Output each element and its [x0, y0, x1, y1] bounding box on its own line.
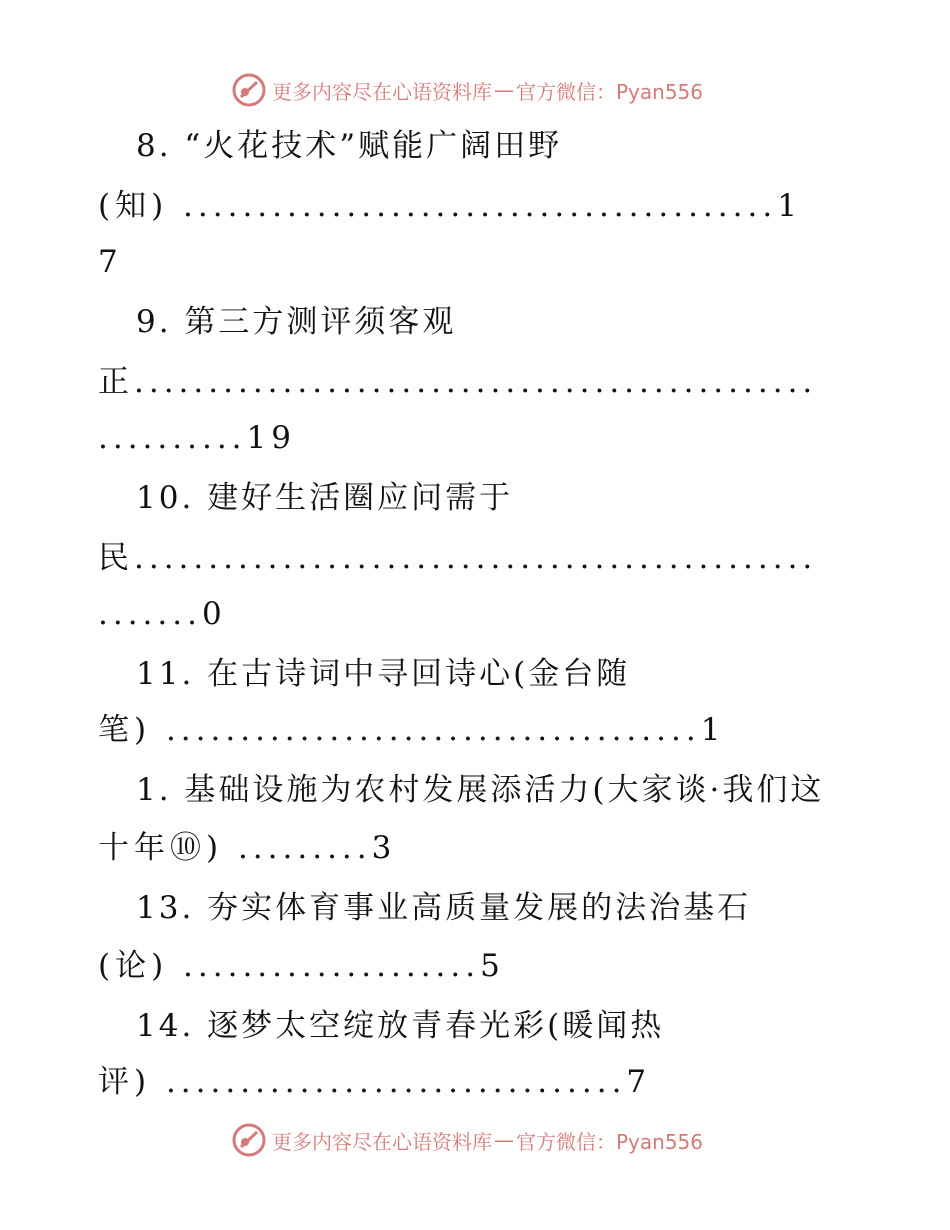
watermark-separator: —: [494, 78, 514, 102]
toc-entry-13-leader: (论) ....................5: [98, 948, 505, 984]
toc-entry-10-title: 10. 建好生活圈应问需于: [136, 480, 514, 516]
toc-entry-9-leader: 正..............................................: [98, 364, 818, 400]
toc-entry-14-title: 14. 逐梦太空绽放青春光彩(暖闻热: [136, 1008, 665, 1044]
watermark-footer: [232, 1122, 712, 1158]
watermark-separator: —: [494, 1128, 514, 1152]
toc-entry-14-leader: 评) ...............................7: [98, 1064, 652, 1100]
toc-entry-13-title: 13. 夯实体育事业高质量发展的法治基石: [136, 890, 752, 926]
toc-entry-12-title: 1. 基础设施为农村发展添活力(大家谈·我们这: [136, 772, 825, 808]
toc-entry-8-title: 8. “火花技术”赋能广阔田野: [136, 128, 563, 164]
toc-entry-10-leader: 民..............................................: [98, 540, 818, 576]
toc-entry-11-leader: 笔) ....................................1: [98, 712, 726, 748]
brand-logo-icon: [232, 73, 266, 107]
brand-logo-icon: [232, 1123, 266, 1157]
watermark-contact: 官方微信：Pyan556: [516, 79, 704, 104]
toc-entry-8-leader: (知) ........................................1: [98, 188, 802, 224]
watermark-brand-text: 更多内容尽在心语资料库: [272, 1129, 492, 1154]
toc-entry-8-page: 7: [98, 244, 121, 280]
toc-entry-9-page: ..........19: [98, 420, 296, 456]
watermark-contact: 官方微信：Pyan556: [516, 1129, 704, 1154]
toc-entry-12-leader: 十年⑩) .........3: [98, 830, 397, 866]
toc-entry-11-title: 11. 在古诗词中寻回诗心(金台随: [136, 656, 631, 692]
toc-entry-9-title: 9. 第三方测评须客观: [136, 304, 457, 340]
toc-entry-10-page: .......0: [98, 596, 227, 632]
watermark-brand-text: 更多内容尽在心语资料库: [272, 79, 492, 104]
watermark-header: [232, 72, 712, 108]
